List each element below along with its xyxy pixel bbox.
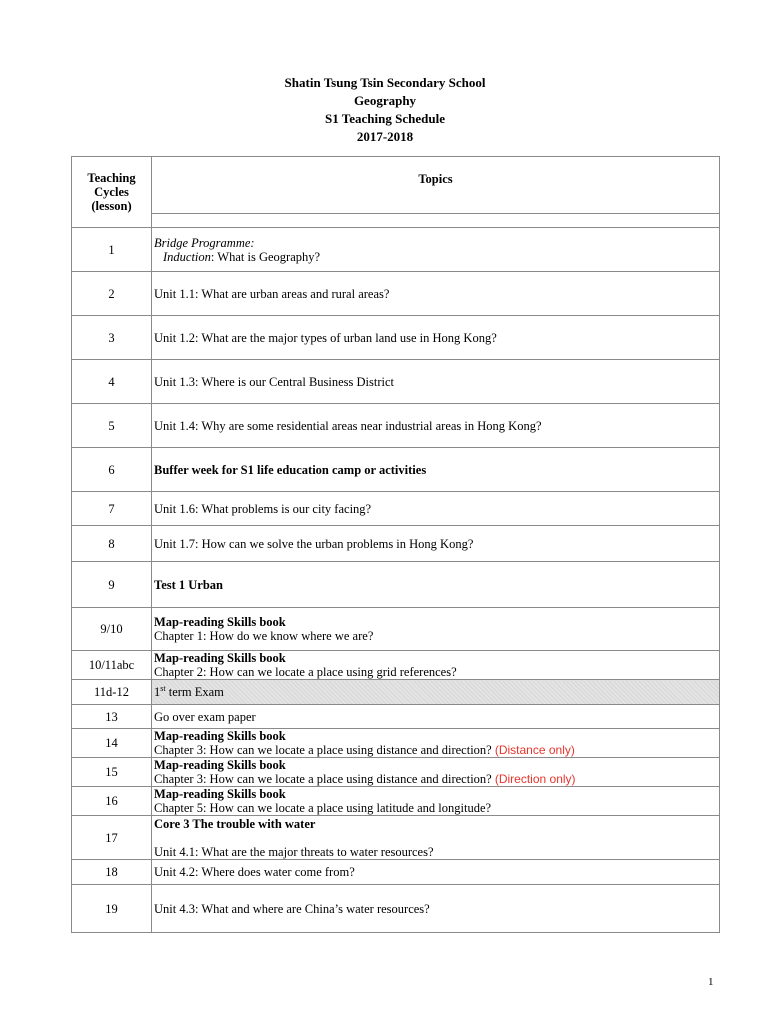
cycle-cell: 6 bbox=[72, 448, 152, 492]
table-row bbox=[72, 608, 720, 651]
cycle-cell: 16 bbox=[72, 787, 152, 816]
cycle-cell: 8 bbox=[72, 526, 152, 562]
teaching-schedule-table bbox=[71, 156, 720, 933]
topic-text: Chapter 2: How can we locate a place using grid references? bbox=[154, 665, 457, 679]
topic-cell bbox=[152, 729, 720, 758]
subject-name: Geography bbox=[353, 93, 417, 108]
topic-title: Map-reading Skills book bbox=[154, 758, 286, 772]
cycle-cell: 9/10 bbox=[72, 608, 152, 651]
topic-text-main: Chapter 3: How can we locate a place using distance and direction? bbox=[154, 743, 492, 757]
topic-cell: Unit 4.2: Where does water come from? bbox=[152, 860, 720, 885]
topic-note: (Distance only) bbox=[494, 743, 575, 757]
topic-line-2-italic: Induction bbox=[163, 249, 211, 264]
table-row bbox=[72, 316, 720, 360]
cycle-cell: 5 bbox=[72, 404, 152, 448]
topic-text: Chapter 1: How do we know where we are? bbox=[154, 629, 374, 643]
exam-ordinal-suffix: st bbox=[160, 684, 166, 693]
topic-title: Map-reading Skills book bbox=[154, 729, 286, 743]
topic-cell bbox=[152, 680, 720, 705]
cycle-cell: 11d-12 bbox=[72, 680, 152, 705]
table-row bbox=[72, 816, 720, 860]
table-row bbox=[72, 885, 720, 933]
header-topics: Topics bbox=[152, 157, 720, 214]
table-row bbox=[72, 228, 720, 272]
table-row bbox=[72, 272, 720, 316]
topic-note: (Direction only) bbox=[494, 772, 576, 786]
cycle-cell: 4 bbox=[72, 360, 152, 404]
topic-cell: Go over exam paper bbox=[152, 705, 720, 729]
topic-line-1: Bridge Programme: bbox=[154, 235, 255, 250]
topic-line-2-rest: : What is Geography? bbox=[210, 249, 321, 264]
schedule-title: S1 Teaching Schedule bbox=[325, 111, 445, 126]
topic-cell bbox=[152, 758, 720, 787]
topic-cell bbox=[152, 651, 720, 680]
topic-cell bbox=[152, 228, 720, 272]
school-name: Shatin Tsung Tsin Secondary School bbox=[284, 75, 486, 90]
table-row bbox=[72, 448, 720, 492]
topic-title: Map-reading Skills book bbox=[154, 651, 286, 665]
topic-cell: Unit 1.4: Why are some residential areas near industrial areas in Hong Kong? bbox=[152, 404, 720, 448]
table-row bbox=[72, 860, 720, 885]
topic-cell: Unit 1.7: How can we solve the urban problems in Hong Kong? bbox=[152, 526, 720, 562]
topic-text-main: Chapter 3: How can we locate a place using distance and direction? bbox=[154, 772, 492, 786]
header-spacer-cell bbox=[152, 214, 720, 228]
topic-cell: Unit 1.2: What are the major types of urban land use in Hong Kong? bbox=[152, 316, 720, 360]
table-row bbox=[72, 404, 720, 448]
cycle-cell: 9 bbox=[72, 562, 152, 608]
table-header-row bbox=[72, 157, 720, 214]
topic-title: Map-reading Skills book bbox=[154, 787, 286, 801]
topic-cell: Unit 1.1: What are urban areas and rural areas? bbox=[152, 272, 720, 316]
table-row bbox=[72, 651, 720, 680]
cycle-cell: 15 bbox=[72, 758, 152, 787]
table-row bbox=[72, 705, 720, 729]
exam-number: 1 bbox=[154, 685, 161, 699]
topic-text bbox=[154, 772, 717, 786]
table-row bbox=[72, 526, 720, 562]
cycle-cell: 19 bbox=[72, 885, 152, 933]
table-row bbox=[72, 729, 720, 758]
table-row bbox=[72, 562, 720, 608]
page-number: 1 bbox=[708, 976, 714, 988]
topic-cell: Unit 4.3: What and where are China’s water resources? bbox=[152, 885, 720, 933]
topic-text: Unit 4.1: What are the major threats to water resources? bbox=[154, 845, 434, 859]
table-header-spacer bbox=[72, 214, 720, 228]
topic-cell: Test 1 Urban bbox=[152, 562, 720, 608]
topic-cell: Buffer week for S1 life education camp or activities bbox=[152, 448, 720, 492]
topic-line-2 bbox=[154, 250, 320, 264]
school-year: 2017-2018 bbox=[356, 129, 414, 144]
cycle-cell: 10/11abc bbox=[72, 651, 152, 680]
topic-cell bbox=[152, 816, 720, 860]
topic-title: Core 3 The trouble with water bbox=[154, 817, 316, 831]
cycle-cell: 7 bbox=[72, 492, 152, 526]
topic-cell: Unit 1.3: Where is our Central Business District bbox=[152, 360, 720, 404]
topic-text: Chapter 5: How can we locate a place using latitude and longitude? bbox=[154, 801, 492, 815]
topic-cell: Unit 1.6: What problems is our city facing? bbox=[152, 492, 720, 526]
exam-label: term Exam bbox=[165, 685, 224, 699]
table-row bbox=[72, 758, 720, 787]
cycle-cell: 1 bbox=[72, 228, 152, 272]
cycle-cell: 17 bbox=[72, 816, 152, 860]
topic-cell bbox=[152, 787, 720, 816]
table-row bbox=[72, 787, 720, 816]
header-teaching-cycles: Teaching Cycles (lesson) bbox=[72, 157, 152, 228]
topic-cell bbox=[152, 608, 720, 651]
cycle-cell: 2 bbox=[72, 272, 152, 316]
document-header bbox=[0, 74, 770, 146]
cycle-cell: 13 bbox=[72, 705, 152, 729]
table-row bbox=[72, 680, 720, 705]
table-row bbox=[72, 360, 720, 404]
topic-text bbox=[154, 743, 717, 757]
cycle-cell: 18 bbox=[72, 860, 152, 885]
table-row bbox=[72, 492, 720, 526]
topic-title: Map-reading Skills book bbox=[154, 615, 286, 629]
cycle-cell: 14 bbox=[72, 729, 152, 758]
cycle-cell: 3 bbox=[72, 316, 152, 360]
